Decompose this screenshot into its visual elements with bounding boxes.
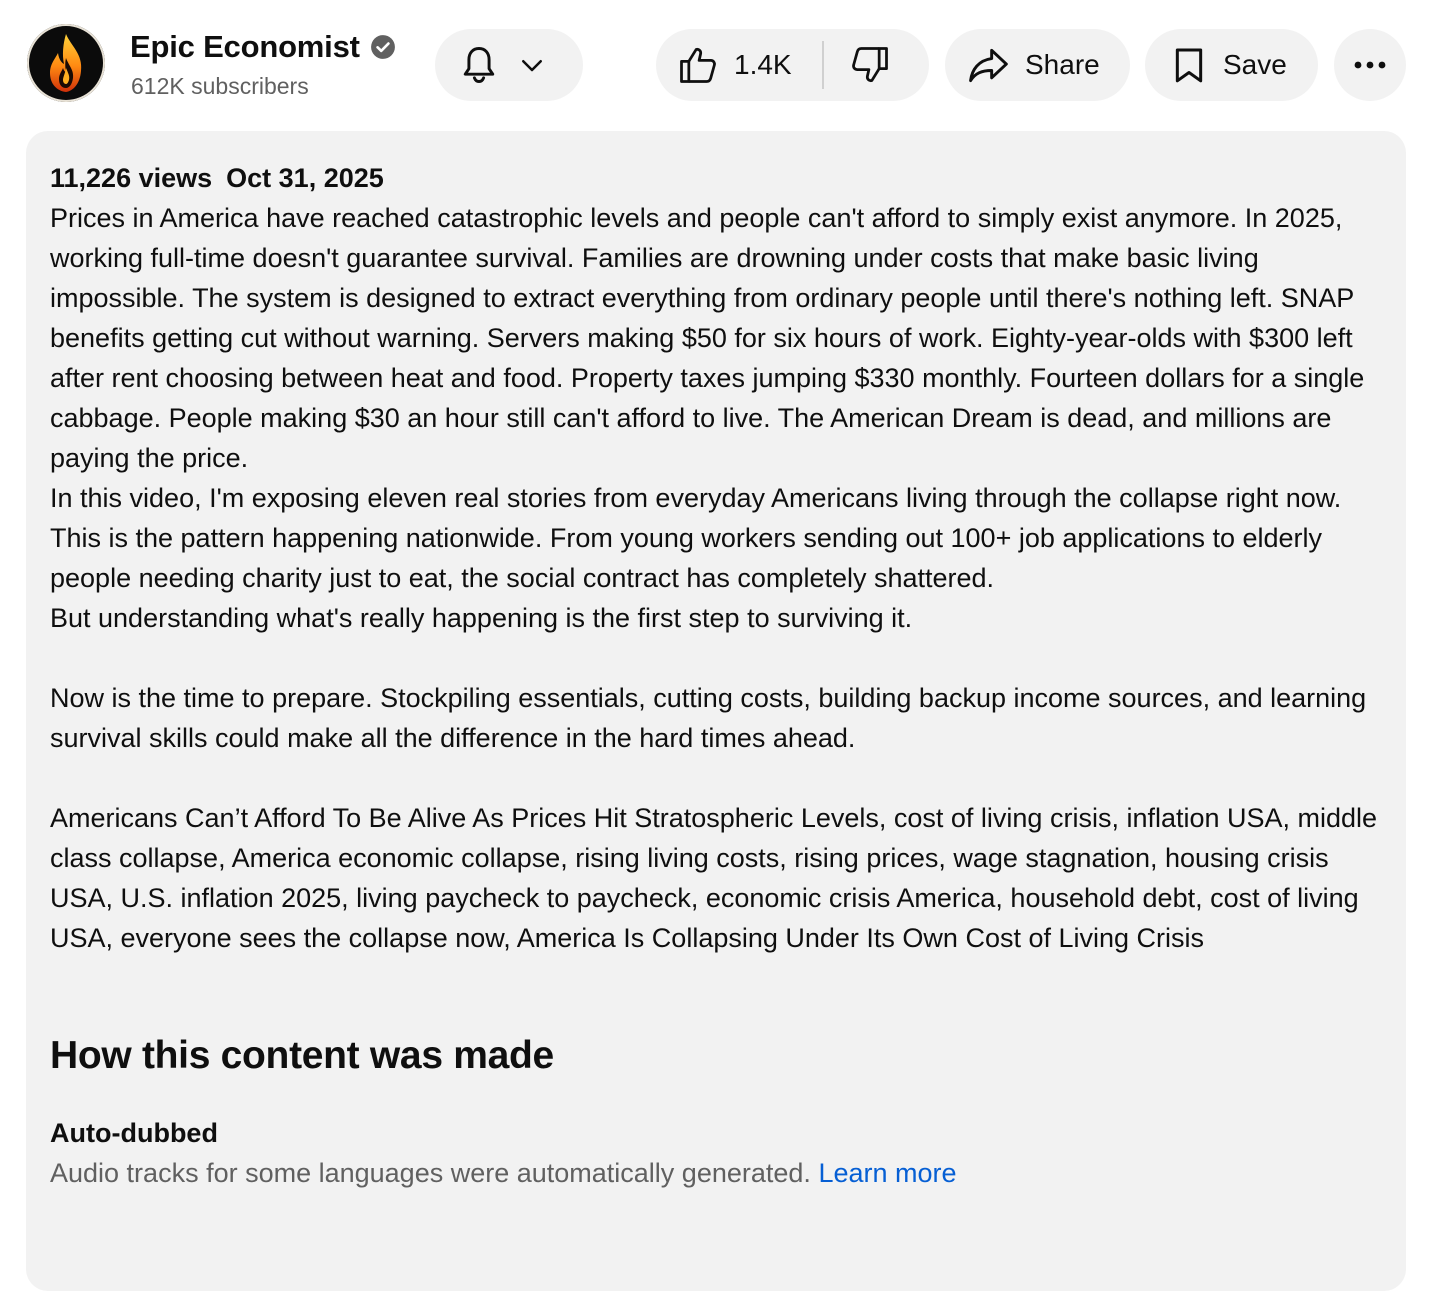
more-actions-button[interactable] — [1334, 29, 1406, 101]
bell-icon — [457, 42, 501, 88]
thumbs-up-icon[interactable] — [676, 43, 720, 87]
auto-dubbed-text: Audio tracks for some languages were automatically generated. — [50, 1158, 811, 1188]
view-date-line — [50, 158, 1382, 198]
description-panel[interactable] — [26, 131, 1406, 1291]
description-paragraph: Now is the time to prepare. Stockpiling essentials, cutting costs, building backup income sources, and learning survival skills could make all the difference in the hard times ahead. — [50, 683, 1367, 753]
like-dislike-group — [656, 29, 929, 101]
upload-date: Oct 31, 2025 — [226, 163, 384, 193]
video-actions-bar — [0, 0, 1434, 130]
thumbs-down-icon[interactable] — [848, 43, 892, 87]
chevron-down-icon — [517, 50, 547, 80]
flame-logo-icon — [27, 24, 105, 102]
save-label[interactable]: Save — [1223, 49, 1287, 80]
description-paragraph: In this video, I'm exposing eleven real stories from everyday Americans living through the collapse right now. This is the pattern happening nationwide. From young workers sending out 100+ job applications to elderly people needing charity just to eat, the social contract has completely shattered. — [50, 483, 1342, 593]
like-count[interactable]: 1.4K — [734, 49, 792, 80]
channel-avatar[interactable] — [27, 24, 105, 102]
share-label[interactable]: Share — [1025, 49, 1100, 80]
save-button[interactable] — [1145, 29, 1318, 101]
learn-more-link[interactable]: Learn more — [818, 1158, 957, 1188]
how-content-made-heading: How this content was made — [50, 1034, 554, 1077]
more-horizontal-icon — [1352, 59, 1388, 71]
description-paragraph: But understanding what's really happening is the first step to surviving it. — [50, 603, 913, 633]
paragraph-spacer — [50, 758, 1382, 798]
notifications-button[interactable] — [435, 29, 583, 101]
description-paragraph: Prices in America have reached catastrophic levels and people can't afford to simply exist anymore. In 2025, working full-time doesn't guarantee survival. Families are drowning under costs that make basic living impossible. The system is designed to extract everything from ordinary people until there's nothing left. SNAP benefits getting cut without warning. Servers making $50 for six hours of work. Eighty-year-olds with $300 left after rent choosing between heat and food. Property taxes jumping $330 monthly. Fourteen dollars for a single cabbage. People making $30 an hour still can't afford to live. The American Dream is dead, and millions are paying the price. — [50, 203, 1365, 473]
share-button[interactable] — [945, 29, 1130, 101]
auto-dubbed-label: Auto-dubbed — [50, 1118, 218, 1148]
paragraph-spacer — [50, 638, 1382, 678]
channel-name[interactable] — [130, 29, 396, 65]
auto-dubbed-description — [50, 1153, 1382, 1193]
view-count: 11,226 views — [50, 163, 213, 193]
share-arrow-icon — [965, 43, 1011, 87]
like-divider — [822, 41, 824, 89]
channel-name-text[interactable]: Epic Economist — [130, 29, 360, 64]
bookmark-icon — [1169, 43, 1209, 87]
verified-check-icon — [370, 34, 396, 60]
subscriber-count: 612K subscribers — [131, 73, 309, 99]
description-keywords: Americans Can’t Afford To Be Alive As Prices Hit Stratospheric Levels, cost of living crisis, inflation USA, middle class collapse, America economic collapse, rising living costs, rising prices, wage stagnation, housing crisis USA, U.S. inflation 2025, living paycheck to paycheck, economic crisis America, household debt, cost of living USA, everyone sees the collapse now, America Is Collapsing Under Its Own Cost of Living Crisis — [50, 803, 1378, 953]
